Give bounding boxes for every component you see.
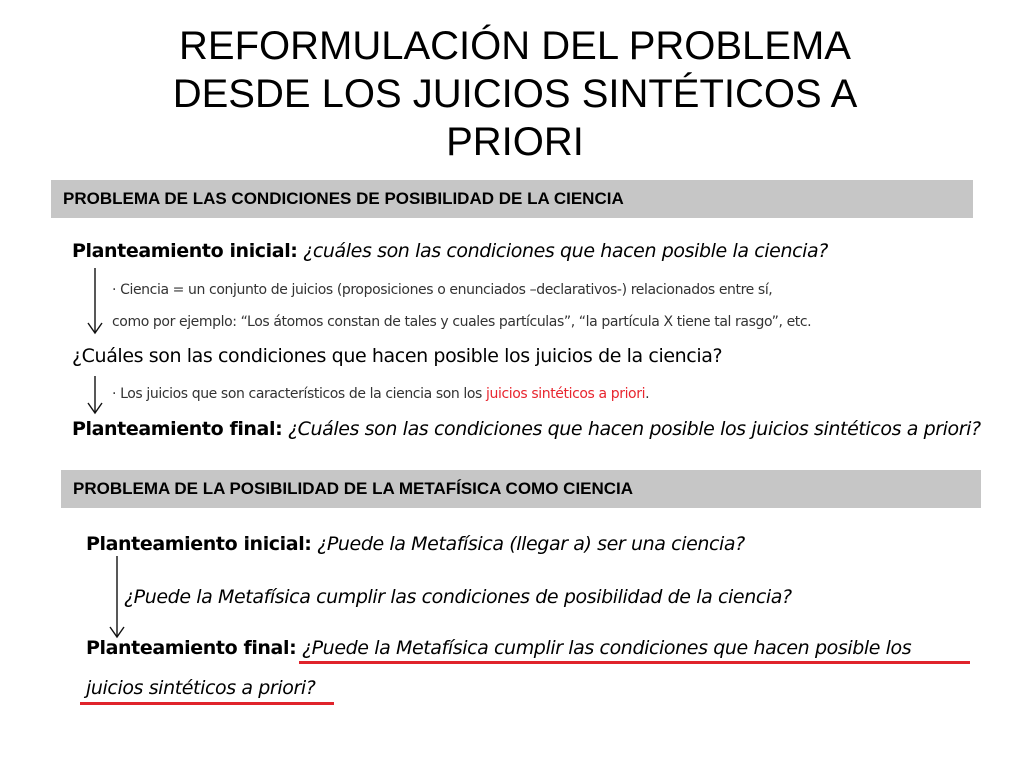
section2-middle-question: ¿Puede la Metafísica cumplir las condiciones de posibilidad de la ciencia? [124,586,792,608]
final-label: Planteamiento final: [86,637,297,659]
final-question: ¿Cuáles son las condiciones que hacen posible los juicios sintéticos a priori? [287,418,981,440]
section1-initial [72,240,828,262]
title-line: PRIORI [446,120,584,164]
section1-note1-line1: · Ciencia = un conjunto de juicios (proposiciones o enunciados –declarativos-) relacionados entre sí, [112,282,773,298]
section1-final [72,418,981,440]
red-underline [80,702,334,705]
section1-note1-line2: como por ejemplo: “Los átomos constan de tales y cuales partículas”, “la partícula X tiene tal rasgo”, etc. [112,314,812,330]
initial-label: Planteamiento inicial: [72,240,298,262]
title-line: REFORMULACIÓN DEL PROBLEMA [179,24,851,68]
down-arrow-icon [86,376,104,416]
initial-question: ¿cuáles son las condiciones que hacen posible la ciencia? [303,240,828,262]
section2-final [86,637,911,659]
initial-question: ¿Puede la Metafísica (llegar a) ser una ciencia? [317,533,745,555]
section2-initial [86,533,745,555]
section2-final-question-line2: juicios sintéticos a priori? [86,677,316,699]
down-arrow-icon [86,268,104,336]
title-line: DESDE LOS JUICIOS SINTÉTICOS A [172,72,858,116]
final-question-line1: ¿Puede la Metafísica cumplir las condiciones que hacen posible los [301,637,912,659]
note2-highlight: juicios sintéticos a priori [486,386,646,402]
section1-note2 [112,386,649,402]
slide-title [60,22,970,166]
note2-text: · Los juicios que son característicos de la ciencia son los [112,386,486,402]
section1-middle-question: ¿Cuáles son las condiciones que hacen posible los juicios de la ciencia? [72,345,723,367]
note2-end: . [645,386,650,402]
final-label: Planteamiento final: [72,418,283,440]
section1-header: PROBLEMA DE LAS CONDICIONES DE POSIBILIDAD DE LA CIENCIA [51,180,973,218]
initial-label: Planteamiento inicial: [86,533,312,555]
red-underline [299,661,970,664]
section2-header: PROBLEMA DE LA POSIBILIDAD DE LA METAFÍSICA COMO CIENCIA [61,470,981,508]
